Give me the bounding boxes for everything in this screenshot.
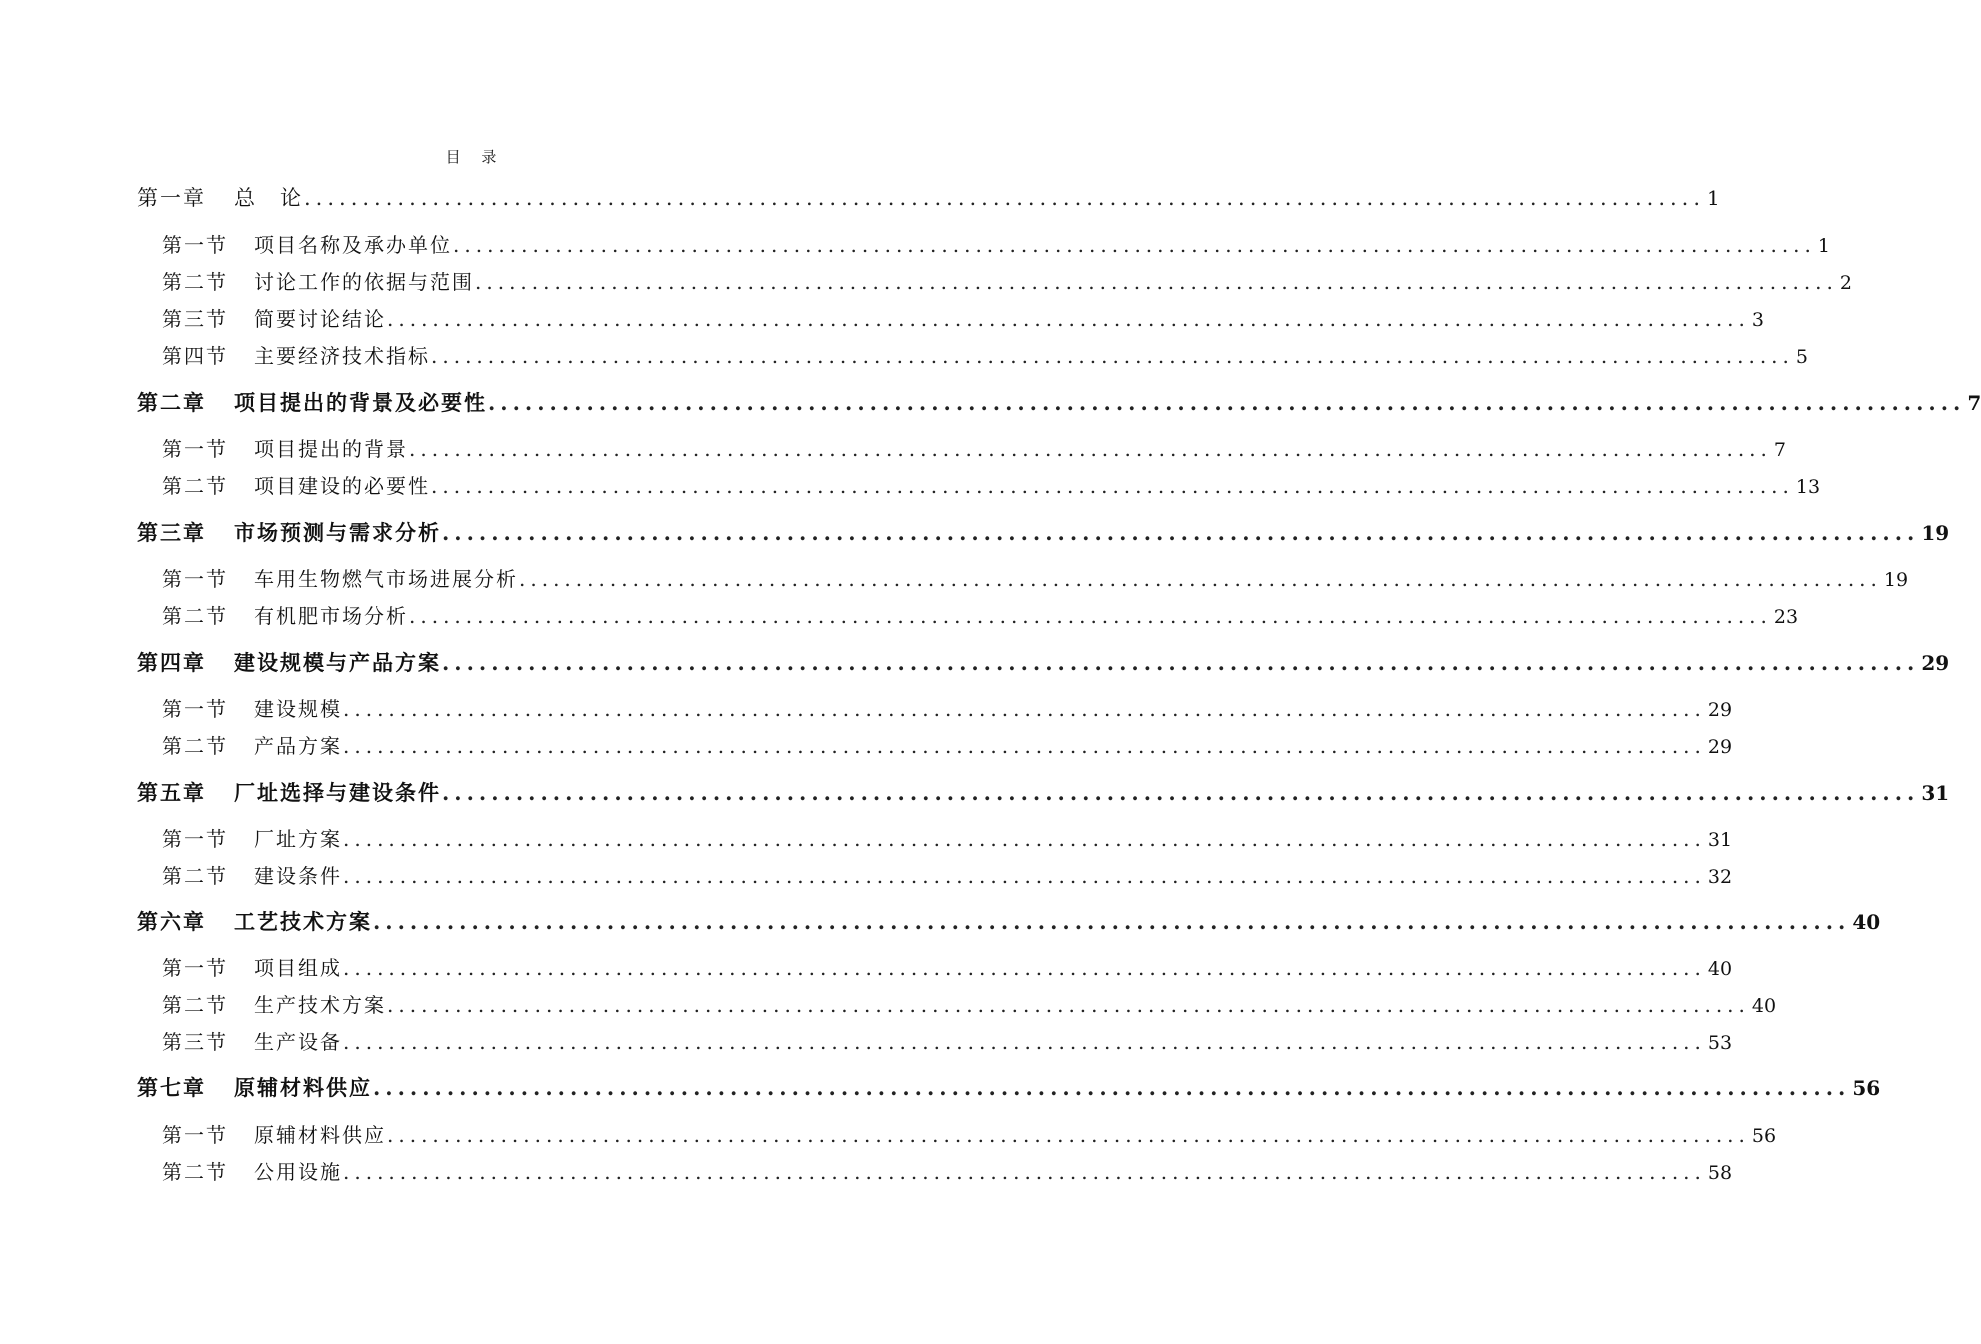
toc-section-5-2[interactable] bbox=[162, 860, 1733, 889]
page-number: 31 bbox=[1921, 781, 1950, 805]
section-number: 第三节 bbox=[162, 1030, 228, 1054]
section-number: 第二节 bbox=[162, 1160, 228, 1184]
chapter-title: 建设规模与产品方案 bbox=[234, 650, 441, 675]
chapter-title: 工艺技术方案 bbox=[234, 909, 372, 934]
toc-chapter-1[interactable] bbox=[137, 182, 1720, 212]
dot-leader: ........................................................................................................................ bbox=[343, 1160, 1706, 1184]
page-number: 1 bbox=[1707, 186, 1720, 210]
dot-leader: ........................................................................................................................ bbox=[387, 307, 1750, 331]
section-title: 原辅材料供应 bbox=[254, 1123, 386, 1147]
section-number: 第一节 bbox=[162, 697, 228, 721]
section-number: 第二节 bbox=[162, 734, 228, 758]
toc-section-4-1[interactable] bbox=[162, 693, 1733, 722]
page-number: 1 bbox=[1817, 235, 1830, 257]
page-number: 7 bbox=[1967, 391, 1981, 415]
page-number: 2 bbox=[1839, 272, 1852, 294]
page-number: 29 bbox=[1921, 651, 1950, 675]
section-number: 第三节 bbox=[162, 307, 228, 331]
toc-section-3-1[interactable] bbox=[162, 563, 1909, 592]
page-number: 53 bbox=[1707, 1032, 1733, 1054]
toc-section-4-2[interactable] bbox=[162, 730, 1733, 759]
section-number: 第一节 bbox=[162, 567, 228, 591]
dot-leader: ........................................................................................................................ bbox=[343, 827, 1706, 851]
toc-section-7-2[interactable] bbox=[162, 1156, 1733, 1185]
dot-leader: ........................................................................................................................ bbox=[387, 993, 1750, 1017]
section-title: 项目提出的背景 bbox=[254, 437, 408, 461]
dot-leader: ........................................................................................................................ bbox=[453, 233, 1816, 257]
dot-leader: ........................................................................................................................ bbox=[519, 567, 1882, 591]
section-number: 第二节 bbox=[162, 993, 228, 1017]
toc-chapter-7[interactable] bbox=[137, 1072, 1881, 1102]
page-number: 58 bbox=[1707, 1162, 1733, 1184]
chapter-number: 第一章 bbox=[137, 186, 206, 210]
page-number: 32 bbox=[1707, 866, 1733, 888]
dot-leader: ........................................................................................................................ bbox=[343, 1030, 1706, 1054]
chapter-title: 市场预测与需求分析 bbox=[234, 520, 441, 545]
page-number: 56 bbox=[1751, 1125, 1777, 1147]
chapter-number: 第七章 bbox=[137, 1075, 206, 1100]
dot-leader: ........................................................................................................................ bbox=[488, 390, 1966, 415]
chapter-number: 第五章 bbox=[137, 780, 206, 805]
page-number: 3 bbox=[1751, 309, 1764, 331]
toc-section-7-1[interactable] bbox=[162, 1119, 1777, 1148]
page-number: 23 bbox=[1773, 606, 1799, 628]
toc-section-3-2[interactable] bbox=[162, 600, 1799, 629]
dot-leader: ........................................................................................................................ bbox=[387, 1123, 1750, 1147]
chapter-number: 第四章 bbox=[137, 650, 206, 675]
toc-section-5-1[interactable] bbox=[162, 823, 1733, 852]
section-title: 有机肥市场分析 bbox=[254, 604, 408, 628]
section-number: 第一节 bbox=[162, 827, 228, 851]
dot-leader: ........................................................................................................................ bbox=[343, 956, 1706, 980]
dot-leader: ........................................................................................................................ bbox=[442, 650, 1920, 675]
chapter-title: 总 论 bbox=[234, 186, 303, 210]
chapter-number: 第六章 bbox=[137, 909, 206, 934]
section-title: 产品方案 bbox=[254, 734, 342, 758]
dot-leader: ........................................................................................................................ bbox=[431, 474, 1794, 498]
dot-leader: ........................................................................................................................ bbox=[373, 909, 1851, 934]
section-number: 第二节 bbox=[162, 474, 228, 498]
section-number: 第四节 bbox=[162, 344, 228, 368]
section-number: 第二节 bbox=[162, 604, 228, 628]
chapter-number: 第三章 bbox=[137, 520, 206, 545]
toc-chapter-3[interactable] bbox=[137, 517, 1950, 547]
section-title: 简要讨论结论 bbox=[254, 307, 386, 331]
section-title: 项目组成 bbox=[254, 956, 342, 980]
section-title: 生产技术方案 bbox=[254, 993, 386, 1017]
toc-section-1-3[interactable] bbox=[162, 303, 1764, 332]
page-number: 31 bbox=[1707, 829, 1733, 851]
section-number: 第一节 bbox=[162, 1123, 228, 1147]
chapter-title: 原辅材料供应 bbox=[234, 1075, 372, 1100]
page-number: 19 bbox=[1883, 569, 1909, 591]
section-title: 建设规模 bbox=[254, 697, 342, 721]
section-title: 生产设备 bbox=[254, 1030, 342, 1054]
chapter-title: 厂址选择与建设条件 bbox=[234, 780, 441, 805]
section-title: 建设条件 bbox=[254, 864, 342, 888]
page-number: 56 bbox=[1852, 1076, 1881, 1100]
section-number: 第一节 bbox=[162, 437, 228, 461]
section-title: 车用生物燃气市场进展分析 bbox=[254, 567, 518, 591]
dot-leader: ........................................................................................................................ bbox=[431, 344, 1794, 368]
section-number: 第一节 bbox=[162, 956, 228, 980]
toc-section-6-2[interactable] bbox=[162, 989, 1777, 1018]
toc-section-2-1[interactable] bbox=[162, 433, 1786, 462]
dot-leader: ........................................................................................................................ bbox=[304, 186, 1706, 210]
section-number: 第二节 bbox=[162, 270, 228, 294]
section-number: 第一节 bbox=[162, 233, 228, 257]
toc-section-2-2[interactable] bbox=[162, 470, 1821, 499]
dot-leader: ........................................................................................................................ bbox=[409, 604, 1772, 628]
section-title: 项目名称及承办单位 bbox=[254, 233, 452, 257]
toc-chapter-6[interactable] bbox=[137, 906, 1881, 936]
toc-section-6-1[interactable] bbox=[162, 952, 1733, 981]
toc-section-1-1[interactable] bbox=[162, 229, 1830, 258]
section-number: 第二节 bbox=[162, 864, 228, 888]
section-title: 公用设施 bbox=[254, 1160, 342, 1184]
toc-chapter-5[interactable] bbox=[137, 777, 1950, 807]
dot-leader: ........................................................................................................................ bbox=[409, 437, 1772, 461]
page-number: 7 bbox=[1773, 439, 1786, 461]
chapter-title: 项目提出的背景及必要性 bbox=[234, 390, 487, 415]
dot-leader: ........................................................................................................................ bbox=[343, 697, 1706, 721]
page-number: 40 bbox=[1751, 995, 1777, 1017]
page-number: 40 bbox=[1707, 958, 1733, 980]
page-number: 19 bbox=[1921, 521, 1950, 545]
dot-leader: ........................................................................................................................ bbox=[475, 270, 1838, 294]
page-number: 13 bbox=[1795, 476, 1821, 498]
section-title: 主要经济技术指标 bbox=[254, 344, 430, 368]
page-number: 5 bbox=[1795, 346, 1808, 368]
dot-leader: ........................................................................................................................ bbox=[442, 520, 1920, 545]
page-number: 29 bbox=[1707, 736, 1733, 758]
toc-chapter-2[interactable] bbox=[137, 387, 1981, 417]
page-number: 29 bbox=[1707, 699, 1733, 721]
toc-section-1-2[interactable] bbox=[162, 266, 1852, 295]
chapter-number: 第二章 bbox=[137, 390, 206, 415]
dot-leader: ........................................................................................................................ bbox=[343, 734, 1706, 758]
toc-heading: 目 录 bbox=[445, 148, 505, 166]
section-title: 项目建设的必要性 bbox=[254, 474, 430, 498]
dot-leader: ........................................................................................................................ bbox=[343, 864, 1706, 888]
dot-leader: ........................................................................................................................ bbox=[442, 780, 1920, 805]
page-number: 40 bbox=[1852, 910, 1881, 934]
section-title: 厂址方案 bbox=[254, 827, 342, 851]
toc-chapter-4[interactable] bbox=[137, 647, 1950, 677]
dot-leader: ........................................................................................................................ bbox=[373, 1075, 1851, 1100]
toc-section-6-3[interactable] bbox=[162, 1026, 1733, 1055]
toc-section-1-4[interactable] bbox=[162, 340, 1808, 369]
section-title: 讨论工作的依据与范围 bbox=[254, 270, 474, 294]
